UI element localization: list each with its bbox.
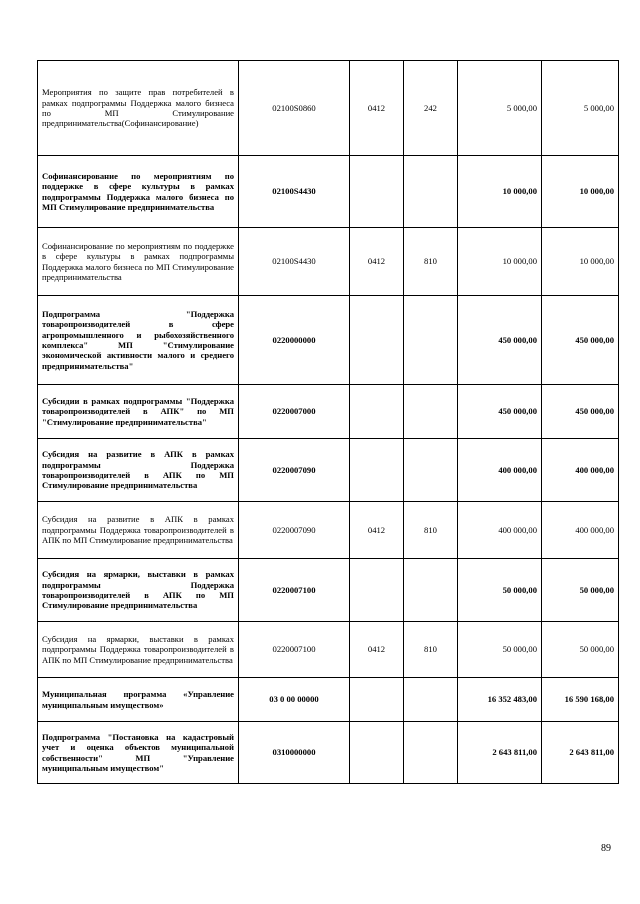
row-section-code: 0412 [350,61,404,156]
row-csr-code: 0220007100 [239,559,350,622]
row-section-code [350,678,404,722]
budget-table [37,60,619,784]
row-sum-1: 50 000,00 [458,622,542,678]
table-row [38,502,619,559]
table-row [38,678,619,722]
row-expense-type [404,439,458,502]
row-section-code [350,439,404,502]
table-row [38,722,619,784]
row-sum-1: 5 000,00 [458,61,542,156]
row-section-code [350,722,404,784]
row-sum-1: 50 000,00 [458,559,542,622]
row-sum-2: 450 000,00 [542,296,619,385]
row-sum-2: 16 590 168,00 [542,678,619,722]
row-expense-type: 810 [404,228,458,296]
row-section-code: 0412 [350,502,404,559]
table-row [38,156,619,228]
row-name: Мероприятия по защите прав потребителей в рамках подпрограммы Поддержка малого бизнеса по МП Стимулирование предпринимательства(Софинансирование) [38,61,239,156]
row-section-code [350,559,404,622]
row-sum-2: 50 000,00 [542,622,619,678]
row-section-code: 0412 [350,622,404,678]
table-row [38,559,619,622]
row-expense-type: 810 [404,502,458,559]
row-section-code: 0412 [350,228,404,296]
table-row [38,61,619,156]
row-name: Муниципальная программа «Управление муниципальным имуществом» [38,678,239,722]
row-sum-2: 400 000,00 [542,502,619,559]
row-name: Субсидии в рамках подпрограммы "Поддержка товаропроизводителей в АПК" по МП "Стимулирование предпринимательства" [38,385,239,439]
row-expense-type [404,296,458,385]
row-expense-type: 810 [404,622,458,678]
row-sum-1: 450 000,00 [458,296,542,385]
table-row [38,439,619,502]
row-sum-2: 2 643 811,00 [542,722,619,784]
row-csr-code: 02100S4430 [239,156,350,228]
row-expense-type [404,385,458,439]
row-sum-1: 450 000,00 [458,385,542,439]
row-section-code [350,385,404,439]
row-csr-code: 0310000000 [239,722,350,784]
row-expense-type [404,156,458,228]
row-expense-type [404,559,458,622]
row-name: Субсидия на ярмарки, выставки в рамках подпрограммы Поддержка товаропроизводителей в АПК по МП Стимулирование предпринимательства [38,622,239,678]
row-expense-type [404,678,458,722]
row-sum-2: 5 000,00 [542,61,619,156]
row-sum-1: 10 000,00 [458,156,542,228]
row-sum-1: 2 643 811,00 [458,722,542,784]
table-row [38,385,619,439]
table-row [38,228,619,296]
row-csr-code: 0220000000 [239,296,350,385]
row-name: Софинансирование по мероприятиям по поддержке в сфере культуры в рамках подпрограммы Поддержка малого бизнеса по МП Стимулирование предпринимательства [38,228,239,296]
row-name: Подпрограмма "Поддержка товаропроизводителей в сфере агропромышленного и рыбохозяйственного комплекса" МП "Стимулирование экономической активности малого и среднего предпринимательства" [38,296,239,385]
table-row [38,296,619,385]
row-sum-1: 400 000,00 [458,502,542,559]
row-name: Софинансирование по мероприятиям по поддержке в сфере культуры в рамках подпрограммы Поддержка малого бизнеса по МП Стимулирование предпринимательства [38,156,239,228]
row-name: Подпрограмма "Постановка на кадастровый учет и оценка объектов муниципальной собственности" МП "Управление муниципальным имуществом" [38,722,239,784]
row-sum-2: 400 000,00 [542,439,619,502]
row-csr-code: 0220007090 [239,439,350,502]
row-csr-code: 02100S0860 [239,61,350,156]
row-sum-1: 10 000,00 [458,228,542,296]
row-sum-1: 16 352 483,00 [458,678,542,722]
row-sum-2: 10 000,00 [542,228,619,296]
row-sum-2: 450 000,00 [542,385,619,439]
row-csr-code: 02100S4430 [239,228,350,296]
row-name: Субсидия на ярмарки, выставки в рамках подпрограммы Поддержка товаропроизводителей в АПК по МП Стимулирование предпринимательства [38,559,239,622]
row-section-code [350,296,404,385]
row-csr-code: 0220007100 [239,622,350,678]
table-row [38,622,619,678]
page-number: 89 [601,843,611,854]
row-section-code [350,156,404,228]
row-name: Субсидия на развитие в АПК в рамках подпрограммы Поддержка товаропроизводителей в АПК по МП Стимулирование предпринимательства [38,502,239,559]
row-csr-code: 0220007090 [239,502,350,559]
row-csr-code: 0220007000 [239,385,350,439]
row-sum-1: 400 000,00 [458,439,542,502]
row-sum-2: 10 000,00 [542,156,619,228]
row-name: Субсидия на развитие в АПК в рамках подпрограммы Поддержка товаропроизводителей в АПК по МП Стимулирование предпринимательства [38,439,239,502]
row-csr-code: 03 0 00 00000 [239,678,350,722]
row-expense-type: 242 [404,61,458,156]
row-expense-type [404,722,458,784]
row-sum-2: 50 000,00 [542,559,619,622]
